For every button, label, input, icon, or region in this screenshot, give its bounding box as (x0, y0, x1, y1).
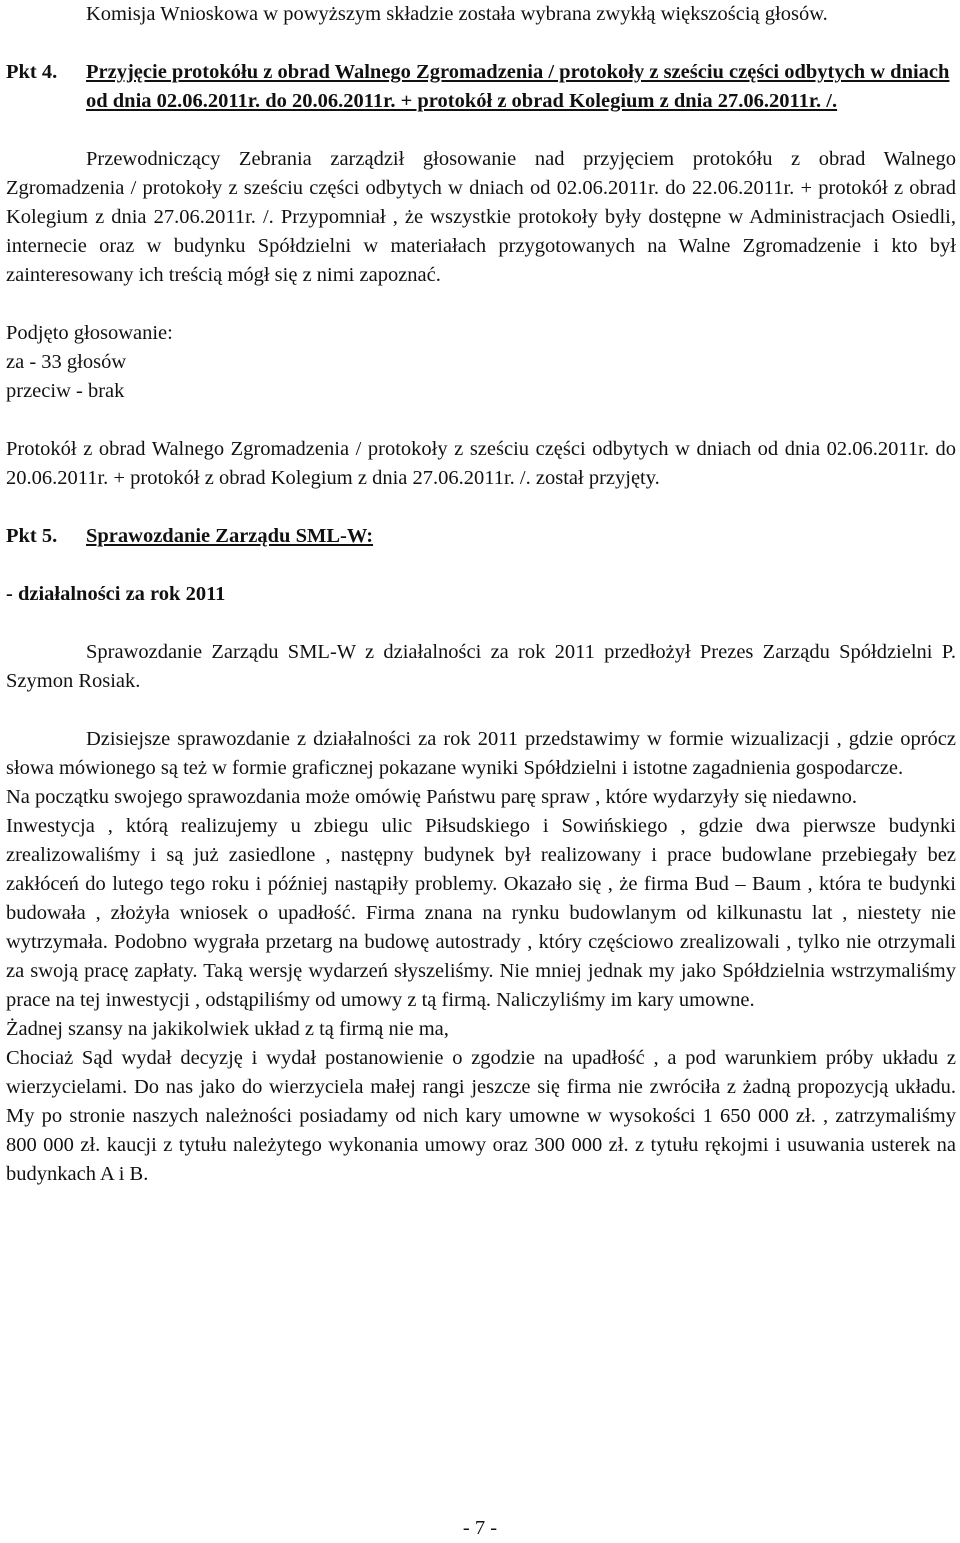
paragraph-accepted: Protokół z obrad Walnego Zgromadzenia / protokoły z sześciu części odbytych w dniach od dnia 02.06.2011r. do 20.06.2011r. + protokół z obrad Kolegium z dnia 27.06.2011r. /. został przyjęty. (6, 438, 956, 489)
paragraph-commission: Komisja Wnioskowa w powyższym składzie została wybrana zwykłą większością głosów. (86, 3, 828, 25)
paragraph-report: Sprawozdanie Zarządu SML-W z działalności za rok 2011 przedłożył Prezes Zarządu Spółdzielni P. Szymon Rosiak. (6, 641, 956, 692)
point-5-number: Pkt 5. (6, 525, 58, 547)
subheading-activity-2011: - działalności za rok 2011 (6, 583, 226, 605)
point-4-number: Pkt 4. (6, 61, 58, 83)
point-4-heading (6, 58, 956, 116)
vote-for: za - 33 głosów (6, 351, 127, 373)
document-page (6, 0, 956, 1189)
paragraph-start: Na początku swojego sprawozdania może omówię Państwu parę spraw , które wydarzyły się niedawno. (6, 786, 858, 808)
paragraph-today: Dzisiejsze sprawozdanie z działalności za rok 2011 przedstawimy w formie wizualizacji , gdzie oprócz słowa mówionego są też w formie graficznej pokazane wyniki Spółdzielni i istotne zagadnienia gospodarcze. (6, 728, 956, 779)
point-4-title: Przyjęcie protokółu z obrad Walnego Zgromadzenia / protokoły z sześciu części odbytych w dniach od dnia 02.06.2011r. do 20.06.2011r. + protokół z obrad Kolegium z dnia 27.06.2011r. /. (86, 61, 950, 112)
paragraph-investment: Inwestycja , którą realizujemy u zbiegu ulic Piłsudskiego i Sowińskiego , gdzie dwa pierwsze budynki zrealizowaliśmy i są już zasiedlone , następny budynek był realizowany i prace budowlane przebiegały bez zakłóceń do lutego tego roku i później nastąpiły problemy. Okazało się , że firma Bud – Baum , która te budynki budowała , złożyła wniosek o upadłość. Firma znana na rynku budowlanym od kilkunastu lat , niestety nie wytrzymała. Podobno wygrała przetarg na budowę autostrady , który częściowo zrealizowali , tylko nie otrzymali za swoją pracę zapłaty. Taką wersję wydarzeń słyszeliśmy. Nie mniej jednak my jako Spółdzielnia wstrzymaliśmy prace na tej inwestycji , odstąpiliśmy od umowy z tą firmą. Naliczyliśmy im kary umowne. (6, 815, 956, 1011)
paragraph-court: Chociaż Sąd wydał decyzję i wydał postanowienie o zgodzie na upadłość , a pod warunkiem próby układu z wierzycielami. Do nas jako do wierzyciela małej rangi jeszcze się firma nie zwróciła z żadną propozycją układu. My po stronie naszych należności posiadamy od nich kary umowne w wysokości 1 650 000 zł. , zatrzymaliśmy 800 000 zł. kaucji z tytułu należytego wykonania umowy oraz 300 000 zł. z tytułu rękojmi i usuwania usterek na budynkach A i B. (6, 1047, 956, 1185)
point-5-title: Sprawozdanie Zarządu SML-W: (86, 525, 374, 547)
paragraph-no-chance: Żadnej szansy na jakikolwiek układ z tą firmą nie ma, (6, 1018, 449, 1040)
point-5-heading (6, 522, 956, 551)
vote-block (6, 319, 956, 406)
paragraph-chairman: Przewodniczący Zebrania zarządził głosowanie nad przyjęciem protokółu z obrad Walnego Zgromadzenia / protokoły z sześciu części odbytych w dniach od 02.06.2011r. do 22.06.2011r. + protokół z obrad Kolegium z dnia 27.06.2011r. /. Przypomniał , że wszystkie protokoły były dostępne w Administracjach Osiedli, internecie oraz w budynku Spółdzielni w materiałach przygotowanych na Walne Zgromadzenie i kto był zainteresowany ich treścią mógł się z nimi zapoznać. (6, 148, 956, 286)
page-number: - 7 - (462, 1517, 498, 1539)
vote-against: przeciw - brak (6, 380, 125, 402)
vote-heading: Podjęto głosowanie: (6, 322, 173, 344)
